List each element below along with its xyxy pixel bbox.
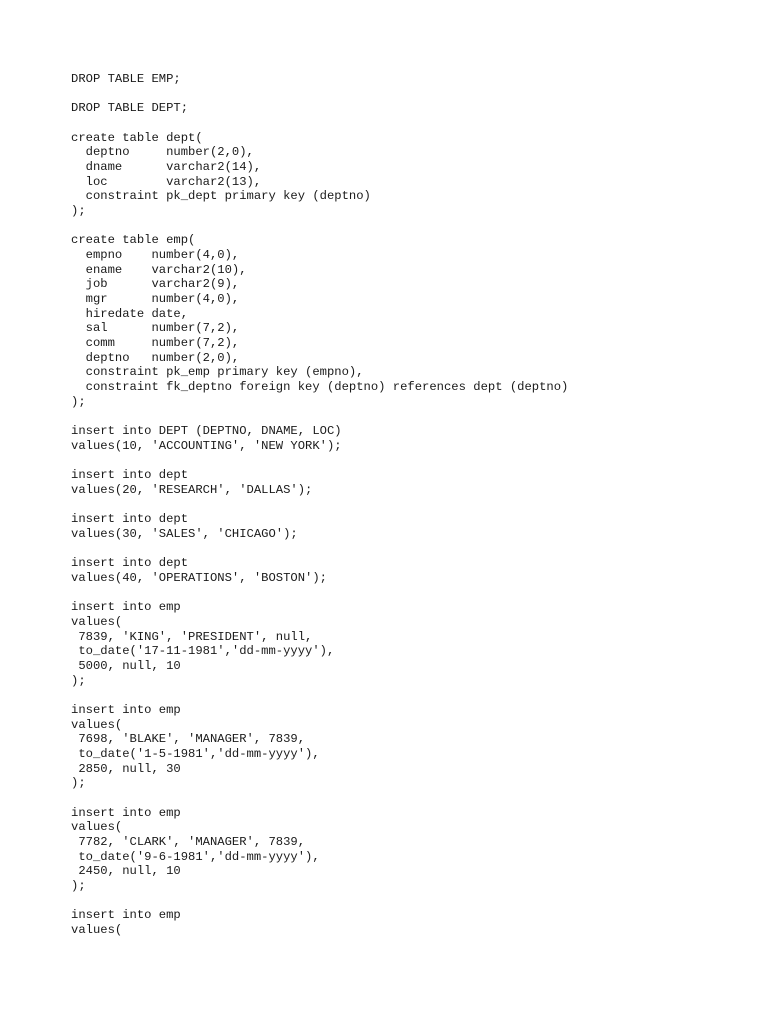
code-line [71, 219, 568, 234]
code-line: 7698, 'BLAKE', 'MANAGER', 7839, [71, 732, 306, 747]
code-line [71, 542, 568, 557]
code-line: constraint pk_emp primary key (empno), [71, 365, 364, 380]
code-line: to_date('17-11-1981','dd-mm-yyyy'), [71, 644, 335, 659]
code-line: ename varchar2(10), [71, 262, 247, 277]
sql-code-block [71, 72, 568, 938]
code-line: insert into emp [71, 908, 181, 923]
code-line: dname varchar2(14), [71, 160, 262, 175]
code-line: 5000, null, 10 [71, 658, 181, 673]
code-line: insert into emp [71, 600, 181, 615]
code-line: ); [71, 776, 86, 791]
code-line: to_date('1-5-1981','dd-mm-yyyy'), [71, 746, 320, 761]
code-line: mgr number(4,0), [71, 292, 240, 307]
code-line: ); [71, 394, 86, 409]
code-line: 2450, null, 10 [71, 864, 181, 879]
code-line: values( [71, 717, 123, 732]
code-line: comm number(7,2), [71, 336, 240, 351]
code-line: values(10, 'ACCOUNTING', 'NEW YORK'); [71, 438, 342, 453]
code-line [71, 497, 568, 512]
code-line: values(30, 'SALES', 'CHICAGO'); [71, 526, 298, 541]
code-line: constraint pk_dept primary key (deptno) [71, 189, 371, 204]
code-line: insert into emp [71, 805, 181, 820]
code-line: insert into dept [71, 512, 189, 527]
code-line: create table emp( [71, 233, 196, 248]
code-line: constraint fk_deptno foreign key (deptno) references dept (deptno) [71, 380, 569, 395]
code-line: DROP TABLE EMP; [71, 72, 181, 86]
code-line: loc varchar2(13), [71, 174, 262, 189]
code-line: deptno number(2,0), [71, 145, 254, 160]
code-line: 2850, null, 30 [71, 761, 181, 776]
code-line [71, 453, 568, 468]
code-line: insert into dept [71, 556, 189, 571]
code-line: create table dept( [71, 130, 203, 145]
code-line: sal number(7,2), [71, 321, 240, 336]
code-line: 7782, 'CLARK', 'MANAGER', 7839, [71, 834, 306, 849]
code-line [71, 894, 568, 909]
code-line: job varchar2(9), [71, 277, 240, 292]
code-line [71, 586, 568, 601]
code-line [71, 87, 568, 102]
code-line: to_date('9-6-1981','dd-mm-yyyy'), [71, 849, 320, 864]
code-line: deptno number(2,0), [71, 350, 240, 365]
code-line: insert into DEPT (DEPTNO, DNAME, LOC) [71, 424, 342, 439]
code-line [71, 688, 568, 703]
code-line [71, 409, 568, 424]
code-line: empno number(4,0), [71, 248, 240, 263]
code-line [71, 116, 568, 131]
code-line: values( [71, 614, 123, 629]
code-line: insert into emp [71, 702, 181, 717]
code-line: values(40, 'OPERATIONS', 'BOSTON'); [71, 570, 327, 585]
code-line: ); [71, 204, 86, 219]
code-line: values( [71, 922, 123, 937]
code-line: DROP TABLE DEPT; [71, 101, 189, 116]
code-line: ); [71, 878, 86, 893]
code-line [71, 791, 568, 806]
code-line: values( [71, 820, 123, 835]
code-line: 7839, 'KING', 'PRESIDENT', null, [71, 629, 313, 644]
code-line: hiredate date, [71, 306, 189, 321]
code-line: ); [71, 673, 86, 688]
code-line: values(20, 'RESEARCH', 'DALLAS'); [71, 482, 313, 497]
code-line: insert into dept [71, 468, 189, 483]
